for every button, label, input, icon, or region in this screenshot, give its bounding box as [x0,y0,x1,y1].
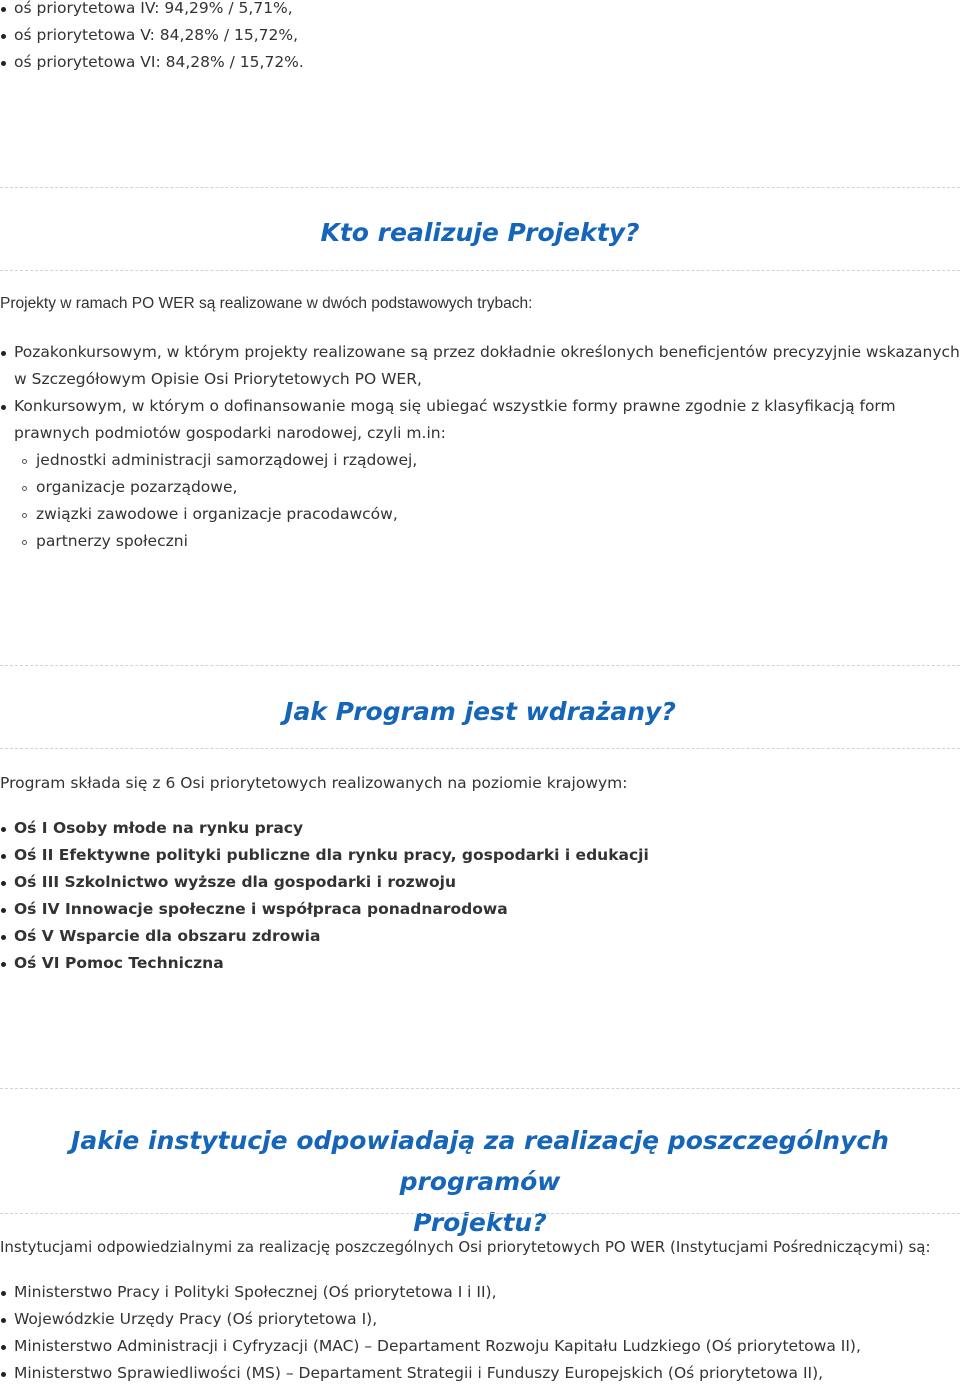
list-item-text: Konkursowym, w którym o dofinansowanie mogą się ubiegać wszystkie formy prawne zgodnie z klasyfikacją form prawnych podmiotów gospodarki narodowej, czyli m.in: [14,397,896,442]
section-heading-institutions: Jakie instytucje odpowiadają za realizację poszczególnych programów Projektu? [71,1126,889,1237]
list-item: Oś IV Innowacje społeczne i współpraca ponadnarodowa [0,896,960,923]
sub-list-item: związki zawodowe i organizacje pracodawców, [0,501,960,528]
list-item: Oś II Efektywne polityki publiczne dla rynku pracy, gospodarki i edukacji [0,842,960,869]
section-intro: Instytucjami odpowiedzialnymi za realizację poszczególnych Osi priorytetowych PO WER (Instytucjami Pośredniczącymi) są: [0,1238,931,1256]
section-divider [0,270,960,271]
list-item [0,393,960,555]
section-intro: Projekty w ramach PO WER są realizowane w dwóch podstawowych trybach: [0,295,533,312]
section-divider [0,748,960,749]
list-item: oś priorytetowa VI: 84,28% / 15,72%. [0,49,960,76]
list-item: Wojewódzkie Urzędy Pracy (Oś priorytetowa I), [0,1306,960,1333]
section-divider [0,1213,960,1214]
list-item: Ministerstwo Sprawiedliwości (MS) – Departament Strategii i Funduszy Europejskich (Oś priorytetowa II), [0,1360,960,1387]
list-item: Ministerstwo Pracy i Polityki Społecznej (Oś priorytetowa I i II), [0,1279,960,1306]
section-heading-who: Kto realizuje Projekty? [320,218,640,247]
sub-list-item: partnerzy społeczni [0,528,960,555]
circle-bullet-icon [22,459,27,464]
sub-list-item: jednostki administracji samorządowej i rządowej, [0,447,960,474]
circle-bullet-icon [22,486,27,491]
list-item: Ministerstwo Administracji i Cyfryzacji (MAC) – Departament Rozwoju Kapitału Ludzkiego (Oś priorytetowa II), [0,1333,960,1360]
list-item: Oś V Wsparcie dla obszaru zdrowia [0,923,960,950]
list-item: oś priorytetowa IV: 94,29% / 5,71%, [0,0,960,22]
circle-bullet-icon [22,513,27,518]
sub-list-item: organizacje pozarządowe, [0,474,960,501]
section-intro: Program składa się z 6 Osi priorytetowych realizowanych na poziomie krajowym: [0,774,628,792]
list-item: Oś III Szkolnictwo wyższe dla gospodarki i rozwoju [0,869,960,896]
institutions-list [0,1279,960,1387]
list-item: Pozakonkursowym, w którym projekty realizowane są przez dokładnie określonych beneficjentów precyzyjnie wskazanych w Szczegółowym Opisie Osi Priorytetowych PO WER, [0,339,960,393]
project-modes-list [0,339,960,555]
applicant-types-list [0,447,960,555]
section-divider [0,187,960,188]
section-divider [0,665,960,666]
list-item: oś priorytetowa V: 84,28% / 15,72%, [0,22,960,49]
funding-split-list [0,0,960,76]
priority-axes-list [0,815,960,977]
list-item: Oś VI Pomoc Techniczna [0,950,960,977]
section-divider [0,1088,960,1089]
list-item: Oś I Osoby młode na rynku pracy [0,815,960,842]
section-heading-implementation: Jak Program jest wdrażany? [284,697,676,726]
circle-bullet-icon [22,540,27,545]
